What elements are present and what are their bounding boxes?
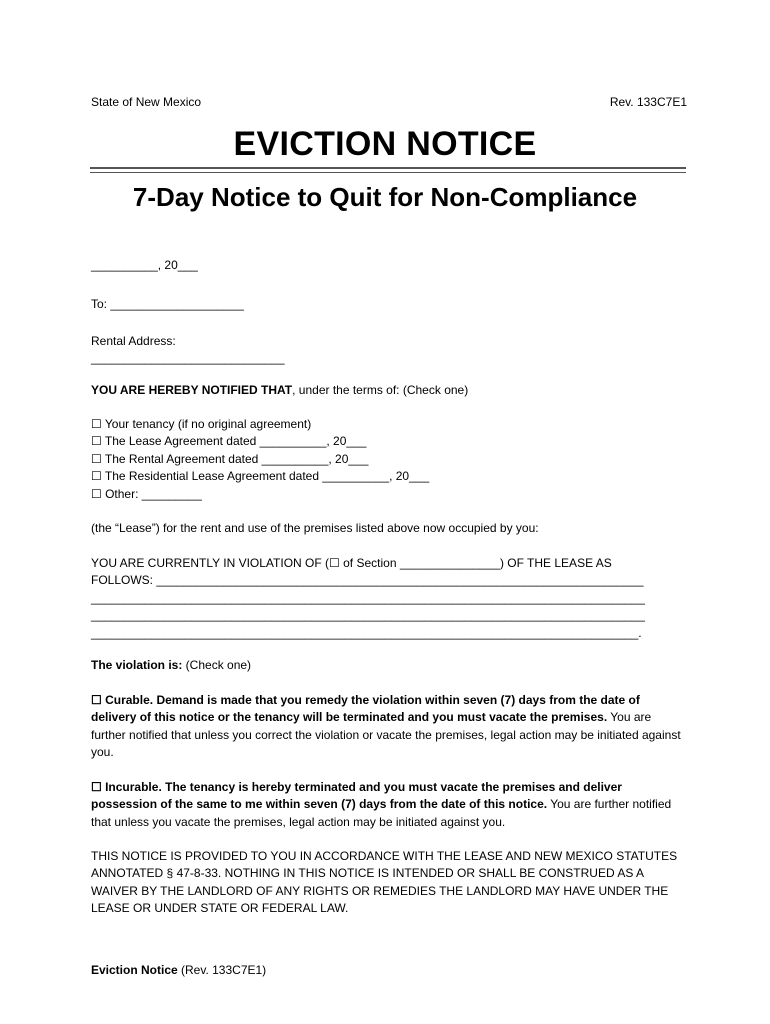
- violation-line: ___________________________________________________________________________________: [91, 608, 645, 623]
- statute-notice: THIS NOTICE IS PROVIDED TO YOU IN ACCORDANCE WITH THE LEASE AND NEW MEXICO STATUTES ANNOTATED § 47-8-33. NOTHING IN THIS NOTICE IS INTENDED OR SHALL BE CONSTRUED AS A WAIVER BY THE LANDLORD OF ANY RIGHTS OR REMEDIES THE LANDLORD MAY HAVE UNDER THE LEASE OR UNDER STATE OR FEDERAL LAW.: [91, 849, 678, 916]
- curable-paragraph: [91, 692, 687, 762]
- incurable-bold: ☐ Incurable. The tenancy is hereby terminated and you must vacate the premises and deliver possession of the same to me within seven (7) days from the date of this notice.: [91, 780, 622, 812]
- footer-bold: Eviction Notice: [91, 963, 178, 977]
- lease-option[interactable]: ☐ The Lease Agreement dated __________, 20___: [91, 434, 367, 449]
- date-line: __________, 20___: [91, 258, 198, 272]
- violation-line: FOLLOWS: _________________________________________________________________________: [91, 573, 644, 588]
- violation-is-line: [91, 657, 687, 674]
- curable-bold: ☐ Curable. Demand is made that you remedy the violation within seven (7) days from the date of delivery of this notice or the tenancy will be terminated and you must vacate the premises.: [91, 693, 640, 725]
- incurable-paragraph: [91, 779, 687, 831]
- curable-rest: You are further notified that unless you correct the violation or vacate the premises, legal action may be initiated against you.: [91, 710, 681, 760]
- rental-address-blank: _____________________________: [91, 351, 285, 365]
- notified-rest: , under the terms of: (Check one): [292, 383, 469, 397]
- lease-option[interactable]: ☐ The Rental Agreement dated __________, 20___: [91, 451, 369, 466]
- violation-section: [91, 555, 687, 642]
- revision-label: Rev. 133C7E1: [609, 95, 687, 109]
- lease-option[interactable]: ☐ Other: _________: [91, 486, 202, 501]
- incurable-rest: You are further notified that unless you vacate the premises, legal action may be initiated against you.: [91, 797, 672, 829]
- footer-rest: (Rev. 133C7E1): [177, 963, 267, 977]
- page-footer: [91, 963, 266, 977]
- violation-is-rest: (Check one): [182, 658, 252, 672]
- document-title: EVICTION NOTICE: [233, 125, 537, 163]
- lease-definition: (the “Lease”) for the rent and use of the premises listed above now occupied by you:: [91, 521, 539, 535]
- violation-is-bold: The violation is:: [91, 658, 183, 672]
- state-label: State of New Mexico: [91, 95, 202, 109]
- document-subtitle: 7-Day Notice to Quit for Non-Compliance: [132, 182, 638, 212]
- title-rule-thick: [90, 167, 686, 169]
- violation-line: __________________________________________________________________________________.: [91, 625, 642, 640]
- lease-option[interactable]: ☐ The Residential Lease Agreement dated __________, 20___: [91, 469, 430, 484]
- violation-line: YOU ARE CURRENTLY IN VIOLATION OF (☐ of Section _______________) OF THE LEASE AS: [91, 556, 612, 570]
- notified-paragraph: [91, 382, 687, 399]
- rental-address-label: Rental Address:: [91, 334, 176, 348]
- title-rule-thin: [90, 172, 686, 173]
- violation-line: ___________________________________________________________________________________: [91, 590, 645, 605]
- to-line: To: ____________________: [91, 297, 244, 311]
- lease-option[interactable]: ☐ Your tenancy (if no original agreement): [91, 417, 312, 431]
- notified-bold: YOU ARE HEREBY NOTIFIED THAT: [91, 383, 293, 397]
- lease-options-list: [91, 416, 687, 503]
